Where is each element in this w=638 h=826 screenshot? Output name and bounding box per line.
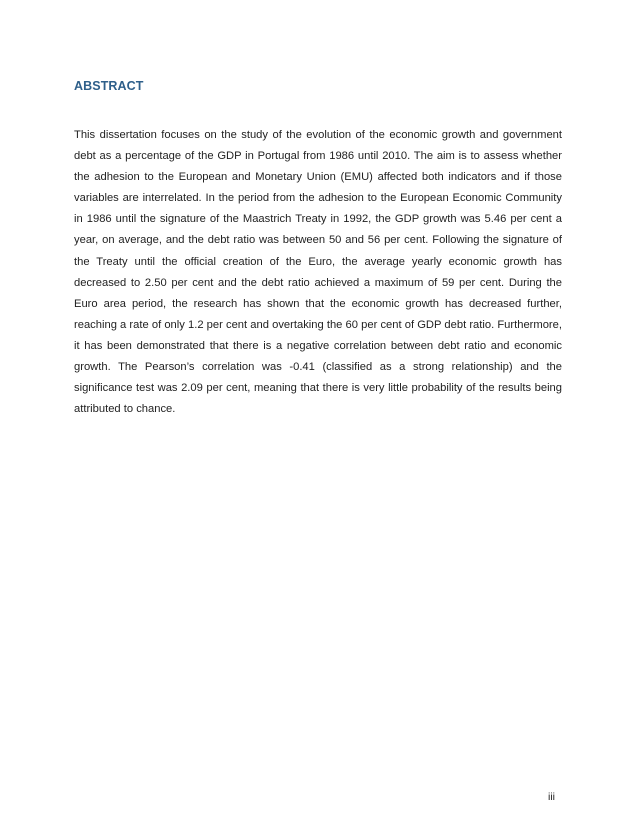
section-heading: ABSTRACT xyxy=(74,79,144,93)
abstract-paragraph: This dissertation focuses on the study of the evolution of the economic growth and government debt as a percentage of the GDP in Portugal from 1986 until 2010. The aim is to assess whether the adhesion to the European and Monetary Union (EMU) affected both indicators and if those variables are interrelated. In the period from the adhesion to the European Economic Community in 1986 until the signature of the Maastrich Treaty in 1992, the GDP growth was 5.46 per cent a year, on average, and the debt ratio was between 50 and 56 per cent. Following the signature of the Treaty until the official creation of the Euro, the average yearly economic growth has decreased to 2.50 per cent and the debt ratio achieved a maximum of 59 per cent. During the Euro area period, the research has shown that the economic growth has decreased further, reaching a rate of only 1.2 per cent and overtaking the 60 per cent of GDP debt ratio. Furthermore, it has been demonstrated that there is a negative correlation between debt ratio and economic growth. The Pearson’s correlation was -0.41 (classified as a strong relationship) and the significance test was 2.09 per cent, meaning that there is very little probability of the results being attributed to chance. xyxy=(74,129,562,416)
page-number: iii xyxy=(548,791,555,803)
